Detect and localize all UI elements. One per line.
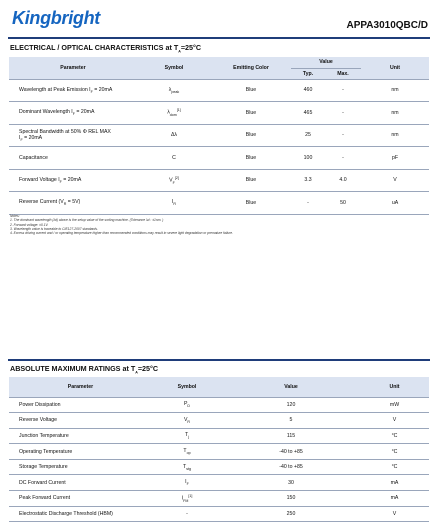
cell-value: -40 to +85 bbox=[222, 444, 360, 460]
symbol-text: V bbox=[169, 177, 173, 184]
cell-unit: mW bbox=[360, 397, 429, 413]
note-line: Notes: bbox=[10, 214, 20, 218]
cell-typ: 465 bbox=[291, 102, 325, 125]
header-value: Value bbox=[291, 57, 361, 68]
cell-value: 120 bbox=[222, 397, 360, 413]
absolute-section-title: ABSOLUTE MAXIMUM RATINGS at $T_A=25^\circ C$ bbox=[10, 364, 159, 375]
symbol-text: C bbox=[172, 154, 176, 161]
symbol-subscript: R bbox=[187, 419, 191, 424]
cell-symbol bbox=[152, 444, 222, 460]
symbol-text: T bbox=[185, 432, 189, 439]
cell-symbol bbox=[152, 491, 222, 507]
parameter-line2-tail: = 20mA bbox=[22, 134, 43, 141]
cell-parameter: Reverse Voltage bbox=[9, 413, 152, 429]
note-line: 1. The dominant wavelength (λd) above is the setup value of the sorting machine. (Tolerance λd : ±1nm. ) bbox=[10, 218, 164, 223]
cell-parameter bbox=[9, 169, 137, 192]
symbol-text: I bbox=[181, 495, 184, 502]
cell-typ: 25 bbox=[291, 124, 325, 147]
electrical-notes bbox=[10, 214, 233, 235]
absolute-maximum-ratings-table bbox=[9, 377, 429, 522]
parameter-text: Spectral Bandwidth at 50% Φ REL MAX bbox=[19, 128, 111, 135]
cell-unit: nm bbox=[361, 79, 429, 102]
cell-max: 50 bbox=[325, 192, 361, 215]
cell-symbol bbox=[137, 147, 211, 170]
table-row bbox=[9, 428, 429, 444]
symbol-subscript: dom bbox=[169, 113, 177, 118]
cell-emitting-color: Blue bbox=[211, 124, 291, 147]
parameter-text: Dominant Wavelength I bbox=[19, 109, 73, 116]
parameter-line2-subscript: F bbox=[20, 137, 23, 142]
table-row bbox=[9, 444, 429, 460]
symbol-text: T bbox=[183, 463, 187, 470]
cell-unit: V bbox=[361, 169, 429, 192]
cell-parameter bbox=[9, 147, 137, 170]
cell-symbol bbox=[152, 397, 222, 413]
table-row bbox=[9, 192, 429, 215]
cell-typ: 460 bbox=[291, 79, 325, 102]
symbol-subscript: op bbox=[186, 451, 191, 456]
cell-max: 4.0 bbox=[325, 169, 361, 192]
symbol-text: T bbox=[183, 448, 187, 455]
cell-parameter: Junction Temperature bbox=[9, 428, 152, 444]
cell-emitting-color: Blue bbox=[211, 169, 291, 192]
symbol-subscript: D bbox=[187, 404, 191, 409]
parameter-subscript: R bbox=[63, 202, 67, 207]
cell-parameter: Power Dissipation bbox=[9, 397, 152, 413]
cell-value: 5 bbox=[222, 413, 360, 429]
cell-unit: V bbox=[360, 413, 429, 429]
cell-parameter: DC Forward Current bbox=[9, 475, 152, 491]
cell-parameter bbox=[9, 124, 137, 147]
parameter-text: Wavelength at Peak Emission I bbox=[19, 86, 91, 93]
symbol-subscript: stg bbox=[186, 466, 191, 471]
cell-value: -40 to +85 bbox=[222, 459, 360, 475]
header-unit: Unit bbox=[361, 57, 429, 79]
cell-value: 250 bbox=[222, 506, 360, 522]
table-row bbox=[9, 169, 429, 192]
table-row bbox=[9, 147, 429, 170]
header-typ: Typ. bbox=[291, 68, 325, 79]
cell-symbol bbox=[137, 169, 211, 192]
note-line: 3. Wavelength value is traceable to CIE127-2007 standards. bbox=[10, 226, 98, 231]
header-emitting-color: Emitting Color bbox=[211, 57, 291, 79]
header-value: Value bbox=[222, 377, 360, 397]
cell-unit: °C bbox=[360, 444, 429, 460]
cell-value: 150 bbox=[222, 491, 360, 507]
cell-parameter: Peak Forward Current bbox=[9, 491, 152, 507]
cell-max: - bbox=[325, 124, 361, 147]
table-row bbox=[9, 459, 429, 475]
symbol-text: P bbox=[183, 401, 188, 408]
cell-parameter: Storage Temperature bbox=[9, 459, 152, 475]
symbol-text: Δλ bbox=[170, 132, 178, 139]
header-parameter: Parameter bbox=[9, 57, 137, 79]
parameter-line2: I bbox=[19, 134, 21, 141]
table-row bbox=[9, 397, 429, 413]
cell-symbol bbox=[152, 428, 222, 444]
table-row bbox=[9, 475, 429, 491]
symbol-superscript: [1] bbox=[176, 108, 181, 113]
header-symbol: Symbol bbox=[152, 377, 222, 397]
cell-parameter bbox=[9, 79, 137, 102]
note-line: 2. Forward voltage: ±0.1V. bbox=[10, 222, 49, 227]
symbol-subscript: F bbox=[172, 180, 175, 185]
parameter-tail: = 5V) bbox=[66, 199, 81, 206]
parameter-subscript: F bbox=[90, 89, 93, 94]
cell-symbol bbox=[137, 192, 211, 215]
cell-unit: pF bbox=[361, 147, 429, 170]
cell-emitting-color: Blue bbox=[211, 147, 291, 170]
header-parameter: Parameter bbox=[9, 377, 152, 397]
electrical-characteristics-table bbox=[9, 57, 429, 215]
header-symbol: Symbol bbox=[137, 57, 211, 79]
cell-unit: mA bbox=[360, 475, 429, 491]
cell-value: 30 bbox=[222, 475, 360, 491]
symbol-subscript: F bbox=[186, 482, 189, 487]
table-row bbox=[9, 413, 429, 429]
header-unit: Unit bbox=[360, 377, 429, 397]
symbol-subscript: peak bbox=[171, 89, 180, 94]
symbol-text: λ bbox=[167, 110, 170, 117]
cell-symbol bbox=[137, 124, 211, 147]
cell-symbol bbox=[137, 102, 211, 125]
cell-max: - bbox=[325, 79, 361, 102]
cell-unit: uA bbox=[361, 192, 429, 215]
parameter-tail: = 20mA bbox=[74, 109, 95, 116]
symbol-subscript: FM bbox=[183, 498, 189, 503]
parameter-subscript: F bbox=[59, 179, 62, 184]
header-divider bbox=[8, 37, 430, 39]
cell-unit: V bbox=[360, 506, 429, 522]
table-row bbox=[9, 102, 429, 125]
header-max: Max. bbox=[325, 68, 361, 79]
table-row bbox=[9, 124, 429, 147]
symbol-superscript: [2] bbox=[174, 175, 179, 180]
symbol-text: V bbox=[183, 416, 188, 423]
table-row bbox=[9, 79, 429, 102]
cell-typ: - bbox=[291, 192, 325, 215]
cell-emitting-color: Blue bbox=[211, 79, 291, 102]
cell-symbol bbox=[152, 413, 222, 429]
cell-parameter: Operating Temperature bbox=[9, 444, 152, 460]
part-number: APPA3010QBC/D bbox=[346, 20, 428, 31]
electrical-section-title: ELECTRICAL / OPTICAL CHARACTERISTICS at $T_A=25^\circ C$ bbox=[10, 43, 202, 54]
cell-typ: 100 bbox=[291, 147, 325, 170]
cell-max: - bbox=[325, 147, 361, 170]
cell-symbol bbox=[152, 459, 222, 475]
cell-unit: nm bbox=[361, 102, 429, 125]
parameter-tail: = 20mA bbox=[61, 176, 82, 183]
cell-emitting-color: Blue bbox=[211, 192, 291, 215]
note-line: 4. Excess driving current and / or operating temperature higher than recommended conditions may result in severe light degradation or premature failure. bbox=[10, 231, 234, 236]
cell-unit: mA bbox=[360, 491, 429, 507]
brand-logo: Kingbright bbox=[12, 8, 100, 28]
cell-unit: °C bbox=[360, 428, 429, 444]
symbol-subscript: j bbox=[188, 435, 189, 440]
cell-emitting-color: Blue bbox=[211, 102, 291, 125]
parameter-text: Capacitance bbox=[19, 154, 48, 161]
symbol-text: λ bbox=[168, 86, 172, 93]
symbol-subscript: R bbox=[173, 202, 177, 207]
parameter-text: Forward Voltage I bbox=[19, 176, 60, 183]
section-divider bbox=[8, 359, 430, 361]
cell-unit: °C bbox=[360, 459, 429, 475]
cell-symbol bbox=[152, 506, 222, 522]
parameter-subscript: F bbox=[72, 112, 75, 117]
cell-typ: 3.3 bbox=[291, 169, 325, 192]
cell-unit: nm bbox=[361, 124, 429, 147]
parameter-text: Reverse Current (V bbox=[19, 199, 64, 206]
symbol-text: I bbox=[171, 199, 174, 206]
symbol-text: I bbox=[185, 479, 187, 486]
cell-parameter: Electrostatic Discharge Threshold (HBM) bbox=[9, 506, 152, 522]
table-row bbox=[9, 506, 429, 522]
cell-max: - bbox=[325, 102, 361, 125]
table-row bbox=[9, 491, 429, 507]
cell-parameter bbox=[9, 192, 137, 215]
cell-parameter bbox=[9, 102, 137, 125]
parameter-tail: = 20mA bbox=[92, 86, 113, 93]
cell-symbol bbox=[152, 475, 222, 491]
symbol-text: - bbox=[186, 510, 188, 517]
symbol-superscript: [1] bbox=[188, 493, 193, 498]
cell-value: 115 bbox=[222, 428, 360, 444]
cell-symbol bbox=[137, 79, 211, 102]
